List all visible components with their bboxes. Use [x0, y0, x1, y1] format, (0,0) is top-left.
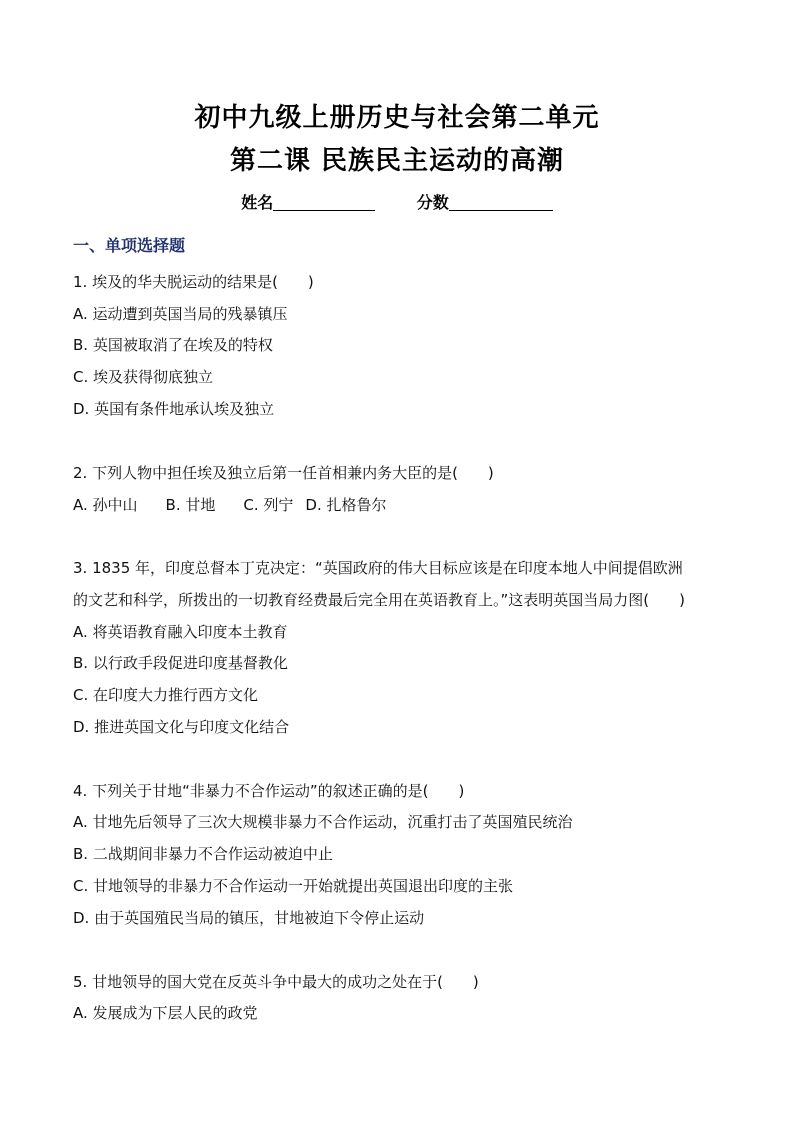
lesson-title: 第二课 民族民主运动的高潮	[229, 146, 565, 176]
question-1-option-d[interactable]: D. 英国有条件地承认埃及独立	[73, 400, 275, 418]
question-2-option-b[interactable]: B. 甘地	[165, 496, 216, 514]
question-1-option-b[interactable]: B. 英国被取消了在埃及的特权	[73, 336, 273, 354]
question-1-stem: 1. 埃及的华夫脱运动的结果是( )	[73, 273, 314, 291]
question-4-option-c[interactable]: C. 甘地领导的非暴力不合作运动一开始就提出英国退出印度的主张	[73, 877, 514, 895]
question-3-option-b[interactable]: B. 以行政手段促进印度基督教化	[73, 654, 288, 672]
name-score-line	[0, 190, 794, 213]
question-5-stem: 5. 甘地领导的国大党在反英斗争中最大的成功之处在于( )	[73, 973, 479, 991]
score-blank[interactable]	[449, 194, 553, 211]
question-2-option-a[interactable]: A. 孙中山	[73, 496, 138, 514]
question-3-option-a[interactable]: A. 将英语教育融入印度本土教育	[73, 623, 288, 641]
section-title: 一、单项选择题	[73, 236, 186, 255]
question-4-option-b[interactable]: B. 二战期间非暴力不合作运动被迫中止	[73, 845, 333, 863]
question-3-stem-line1: 3. 1835 年，印度总督本丁克决定：“英国政府的伟大目标应该是在印度本地人中间提倡欧洲	[73, 559, 683, 577]
question-3-option-d[interactable]: D. 推进英国文化与印度文化结合	[73, 718, 290, 736]
question-2-option-c[interactable]: C. 列宁	[243, 496, 294, 514]
question-2-option-d[interactable]: D. 扎格鲁尔	[305, 496, 387, 514]
question-2-options	[73, 494, 733, 515]
question-1-option-c[interactable]: C. 埃及获得彻底独立	[73, 368, 214, 386]
question-3-option-c[interactable]: C. 在印度大力推行西方文化	[73, 686, 259, 704]
question-5-option-a[interactable]: A. 发展成为下层人民的政党	[73, 1004, 258, 1022]
name-blank[interactable]	[273, 194, 375, 211]
question-2-stem: 2. 下列人物中担任埃及独立后第一任首相兼内务大臣的是( )	[73, 464, 494, 482]
question-4-option-d[interactable]: D. 由于英国殖民当局的镇压，甘地被迫下令停止运动	[73, 909, 425, 927]
document-title: 初中九级上册历史与社会第二单元	[194, 103, 600, 133]
score-label: 分数	[416, 193, 449, 212]
question-4-stem: 4. 下列关于甘地“非暴力不合作运动”的叙述正确的是( )	[73, 782, 465, 800]
question-1-option-a[interactable]: A. 运动遭到英国当局的残暴镇压	[73, 305, 288, 323]
question-4-option-a[interactable]: A. 甘地先后领导了三次大规模非暴力不合作运动，沉重打击了英国殖民统治	[73, 813, 573, 831]
name-label: 姓名	[241, 193, 274, 212]
question-3-stem-line2: 的文艺和科学，所拨出的一切教育经费最后完全用在英语教育上。”这表明英国当局力图( )	[73, 591, 685, 609]
